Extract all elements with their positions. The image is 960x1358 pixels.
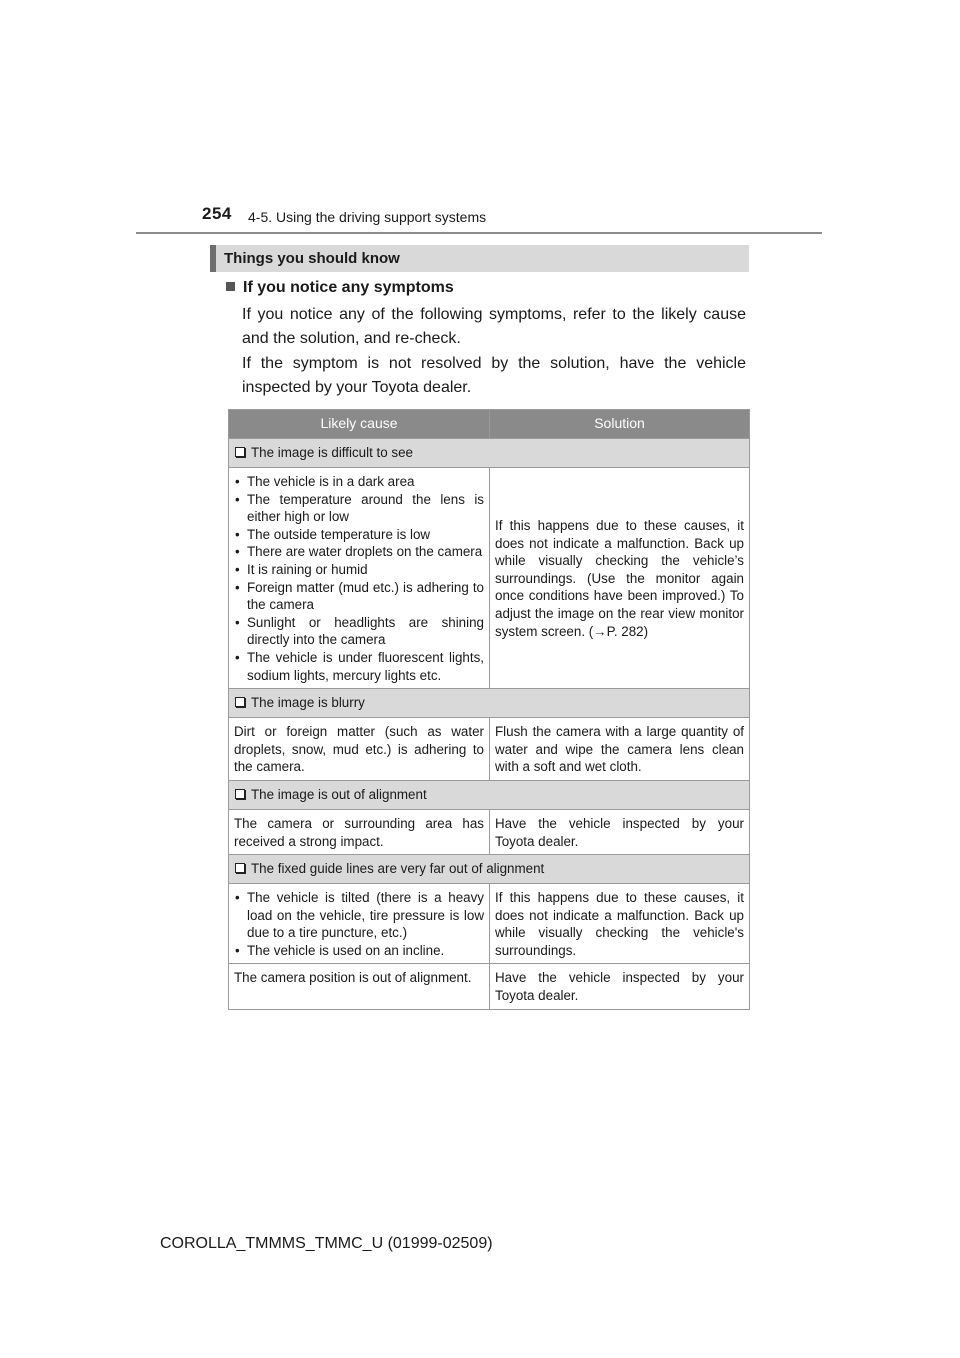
solution-text: If this happens due to these causes, it does not indicate a malfunction. Back up while visually checking the vehicle’s surroundings. (Use the monitor again once conditions have been improved.) To adjust the image on the rear view monitor system screen. (→P. 282) bbox=[495, 517, 744, 639]
column-header-likely-cause: Likely cause bbox=[229, 410, 490, 439]
category-row bbox=[229, 689, 750, 718]
table-row bbox=[229, 884, 750, 964]
solution-cell bbox=[490, 964, 750, 1009]
category-row bbox=[229, 855, 750, 884]
solution-cell bbox=[490, 884, 750, 964]
solution-cell bbox=[490, 468, 750, 689]
category-label: The image is out of alignment bbox=[251, 787, 427, 803]
list-item: • The temperature around the lens is either high or low bbox=[234, 491, 484, 526]
checkbox-icon bbox=[235, 697, 245, 707]
list-item: • The outside temperature is low bbox=[234, 526, 484, 544]
category-row bbox=[229, 439, 750, 468]
list-item: • Foreign matter (mud etc.) is adhering to the camera bbox=[234, 579, 484, 614]
cause-list bbox=[234, 889, 484, 959]
cause-cell bbox=[229, 884, 490, 964]
page-number: 254 bbox=[202, 204, 232, 223]
cause-list bbox=[234, 473, 484, 684]
symptom-table bbox=[228, 409, 750, 1010]
category-label: The image is blurry bbox=[251, 695, 365, 711]
cause-text: The camera or surrounding area has received a strong impact. bbox=[234, 815, 484, 849]
symptoms-paragraph-2: If the symptom is not resolved by the solution, have the vehicle inspected by your Toyota dealer. bbox=[242, 355, 746, 396]
solution-text: Have the vehicle inspected by your Toyota dealer. bbox=[495, 970, 744, 1004]
category-label: The fixed guide lines are very far out of alignment bbox=[251, 861, 545, 877]
list-item: • The vehicle is in a dark area bbox=[234, 473, 484, 491]
list-item: • The vehicle is tilted (there is a heavy load on the vehicle, tire pressure is low due to a tire puncture, etc.) bbox=[234, 889, 484, 942]
list-item: • The vehicle is under fluorescent lights, sodium lights, mercury lights etc. bbox=[234, 649, 484, 684]
category-row bbox=[229, 780, 750, 809]
cause-cell bbox=[229, 468, 490, 689]
cause-text: The camera position is out of alignment. bbox=[234, 970, 472, 986]
solution-cell bbox=[490, 809, 750, 854]
square-bullet-icon bbox=[226, 282, 235, 291]
table-row bbox=[229, 809, 750, 854]
category-cell bbox=[229, 780, 750, 809]
checkbox-icon bbox=[235, 447, 245, 457]
table-row bbox=[229, 718, 750, 781]
category-cell bbox=[229, 439, 750, 468]
things-you-should-know-label: Things you should know bbox=[224, 250, 400, 267]
symptoms-heading-text: If you notice any symptoms bbox=[243, 279, 454, 296]
document-footer-code: COROLLA_TMMMS_TMMC_U (01999-02509) bbox=[160, 1235, 493, 1252]
solution-text: If this happens due to these causes, it does not indicate a malfunction. Back up while visually checking the vehicle's surroundings. bbox=[495, 890, 744, 958]
column-header-solution: Solution bbox=[490, 410, 750, 439]
solution-cell bbox=[490, 718, 750, 781]
cause-text: Dirt or foreign matter (such as water droplets, snow, mud etc.) is adhering to the camera. bbox=[234, 724, 484, 775]
solution-text: Have the vehicle inspected by your Toyota dealer. bbox=[495, 815, 744, 849]
category-cell bbox=[229, 689, 750, 718]
table-row bbox=[229, 964, 750, 1009]
symptoms-paragraph-1: If you notice any of the following symptoms, refer to the likely cause and the solution, and re-check. bbox=[242, 306, 746, 347]
list-item: • The vehicle is used on an incline. bbox=[234, 942, 484, 960]
list-item: • It is raining or humid bbox=[234, 561, 484, 579]
header-divider bbox=[136, 232, 822, 234]
cause-cell bbox=[229, 809, 490, 854]
checkbox-icon bbox=[235, 789, 245, 799]
table-header-row bbox=[229, 410, 750, 439]
checkbox-icon bbox=[235, 863, 245, 873]
solution-text: Flush the camera with a large quantity of water and wipe the camera lens clean with a soft and wet cloth. bbox=[495, 724, 744, 775]
table-row bbox=[229, 468, 750, 689]
list-item: • There are water droplets on the camera bbox=[234, 543, 484, 561]
category-label: The image is difficult to see bbox=[251, 445, 414, 461]
section-title: 4-5. Using the driving support systems bbox=[248, 209, 487, 225]
category-cell bbox=[229, 855, 750, 884]
things-you-should-know-bar bbox=[210, 245, 749, 272]
list-item: • Sunlight or headlights are shining directly into the camera bbox=[234, 614, 484, 649]
symptoms-heading bbox=[226, 279, 454, 297]
cause-cell bbox=[229, 964, 490, 1009]
cause-cell bbox=[229, 718, 490, 781]
